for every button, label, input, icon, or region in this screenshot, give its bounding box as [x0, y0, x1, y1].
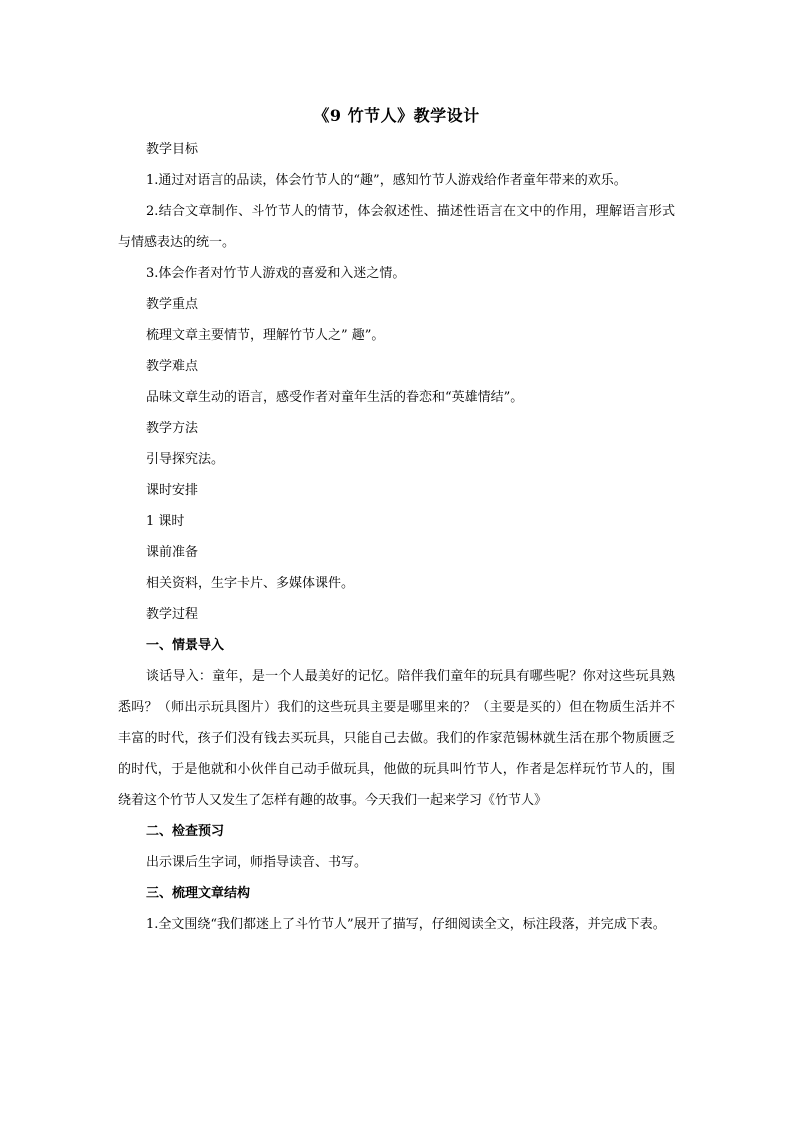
method-text: 引导探究法。: [146, 452, 225, 467]
step2-text: 出示课后生字词，师指导读音、书写。: [146, 855, 368, 870]
goal-3: 3.体会作者对竹节人游戏的喜爱和入迷之情。: [146, 266, 406, 281]
schedule-heading: 课时安排: [146, 483, 199, 498]
difficulty-text: 品味文章生动的语言，感受作者对童年生活的眷恋和“英雄情结”。: [146, 390, 524, 405]
document-page: [118, 104, 675, 940]
key-text: 梳理文章主要情节，理解竹节人之” 趣”。: [146, 328, 385, 343]
goal-1: 1.通过对语言的品读，体会竹节人的“趣”，感知竹节人游戏给作者童年带来的欢乐。: [146, 173, 627, 188]
step3-heading: 三、梳理文章结构: [146, 886, 251, 901]
goals-heading: 教学目标: [146, 142, 199, 157]
process-heading: 教学过程: [146, 607, 199, 622]
difficulty-heading: 教学难点: [146, 359, 199, 374]
document-title: 《9 竹节人》教学设计: [313, 106, 480, 125]
goal-2: 2.结合文章制作、斗竹节人的情节，体会叙述性、描述性语言在文中的作用，理解语言形式与情感表达的统一。: [118, 204, 675, 250]
method-heading: 教学方法: [146, 421, 199, 436]
step2-heading: 二、检查预习: [146, 824, 225, 839]
schedule-text: 1 课时: [146, 514, 185, 529]
step1-text: 谈话导入：童年，是一个人最美好的记忆。陪伴我们童年的玩具有哪些呢？你对这些玩具熟悉吗？（师出示玩具图片）我们的这些玩具主要是哪里来的？（主要是买的）但在物质生活并不丰富的时代，孩子们没有钱去买玩具，只能自己去做。我们的作家范锡林就生活在那个物质匮乏的时代，于是他就和小伙伴自己动手做玩具，他做的玩具叫竹节人，作者是怎样玩竹节人的，围绕着这个竹节人又发生了怎样有趣的故事。今天我们一起来学习《竹节人》: [118, 669, 675, 808]
key-heading: 教学重点: [146, 297, 199, 312]
step3-text: 1.全文围绕“我们都迷上了斗竹节人”展开了描写，仔细阅读全文，标注段落，并完成下表。: [146, 917, 666, 932]
prep-text: 相关资料，生字卡片、多媒体课件。: [146, 576, 355, 591]
prep-heading: 课前准备: [146, 545, 199, 560]
step1-heading: 一、情景导入: [146, 638, 225, 653]
